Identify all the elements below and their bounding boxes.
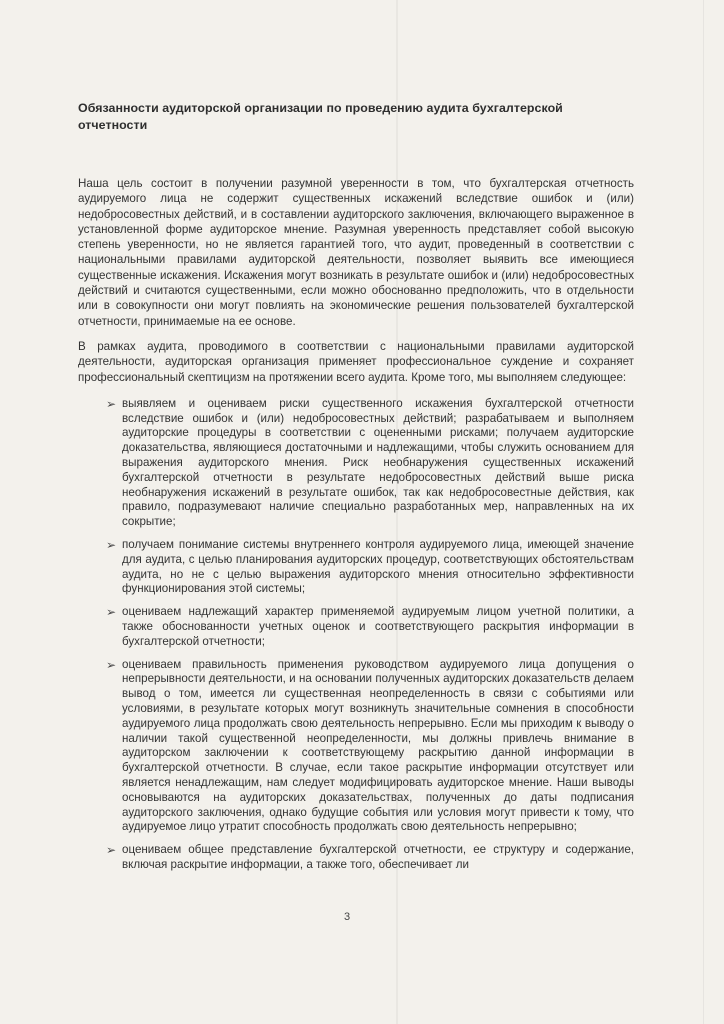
page-edge [703,0,704,1024]
arrow-bullet-icon: ➢ [106,657,117,672]
procedures-list [78,397,634,873]
list-item [78,843,634,873]
list-item [78,397,634,530]
arrow-bullet-icon: ➢ [106,605,117,620]
list-item [78,658,634,836]
page-number: 3 [344,911,351,923]
list-item [78,605,634,649]
section-title: Обязанности аудиторской организации по проведению аудита бухгалтерской отчетности [78,101,563,132]
list-item [78,538,634,597]
list-item-text: выявляем и оцениваем риски существенного искажения бухгалтерской отчетности вследствие ошибок и (или) недобросовестных действий; разрабатываем и выполняем аудиторские процедуры в соответствии с оцененными рисками; получаем аудиторские доказательства, являющиеся достаточными и надлежащими, чтобы служить основанием для выражения аудиторского мнения. Риск необнаружения существенных искажений бухгалтерской отчетности в результате недобросовестных действий выше риска необнаружения искажений в результате ошибок, так как недобросовестные действия, как правило, подразумевают наличие специально разработанных мер, направленных на их сокрытие; [122,396,634,529]
paragraph-audit-scope: В рамках аудита, проводимого в соответствии с национальными правилами аудиторской деятельности, аудиторская организация применяет профессиональное суждение и сохраняет профессиональный скептицизм на протяжении всего аудита. Кроме того, мы выполняем следующее: [78,339,634,384]
list-item-text: получаем понимание системы внутреннего контроля аудируемого лица, имеющей значение для аудита, с целью планирования аудиторских процедур, соответствующих обстоятельствам аудита, но не с целью выражения аудиторского мнения относительно эффективности функционирования этой системы; [122,538,634,596]
arrow-bullet-icon: ➢ [106,396,117,411]
arrow-bullet-icon: ➢ [106,538,117,553]
list-item-text: оцениваем общее представление бухгалтерской отчетности, ее структуру и содержание, включая раскрытие информации, а также того, обеспечивает ли [122,843,634,871]
paragraph-objective: Наша цель состоит в получении разумной уверенности в том, что бухгалтерская отчетность аудируемого лица не содержит существенных искажений вследствие ошибок и (или) недобросовестных действий, и в составлении аудиторского заключения, включающего выраженное в установленной форме аудиторское мнение. Разумная уверенность представляет собой высокую степень уверенности, но не является гарантией того, что аудит, проведенный в соответствии с национальными правилами аудиторской деятельности, позволяет выявить все имеющиеся существенные искажения. Искажения могут возникать в результате ошибок и (или) недобросовестных действий и считаются существенными, если можно обоснованно предположить, что в отдельности или в совокупности они могут повлиять на экономические решения пользователей бухгалтерской отчетности, принимаемые на ее основе. [78,177,634,328]
list-item-text: оцениваем правильность применения руководством аудируемого лица допущения о непрерывности деятельности, и на основании полученных аудиторских доказательств делаем вывод о том, имеется ли существенная неопределенность в связи с событиями или условиями, в результате которых могут возникнуть значительные сомнения в способности аудируемого лица продолжать свою деятельность непрерывно. Если мы приходим к выводу о наличии такой существенной неопределенности, мы должны привлечь внимание в аудиторском заключении к соответствующему раскрытию данной информации в бухгалтерской отчетности. В случае, если такое раскрытие информации отсутствует или является ненадлежащим, нам следует модифицировать аудиторское мнение. Наши выводы основываются на аудиторских доказательствах, полученных до даты подписания аудиторского заключения, однако будущие события или условия могут привести к тому, что аудируемое лицо утратит способность продолжать свою деятельность непрерывно; [122,657,634,834]
document-body [78,100,634,881]
list-item-text: оцениваем надлежащий характер применяемой аудируемым лицом учетной политики, а также обоснованности учетных оценок и соответствующего раскрытия информации в бухгалтерской отчетности; [122,605,634,648]
arrow-bullet-icon: ➢ [106,843,117,858]
